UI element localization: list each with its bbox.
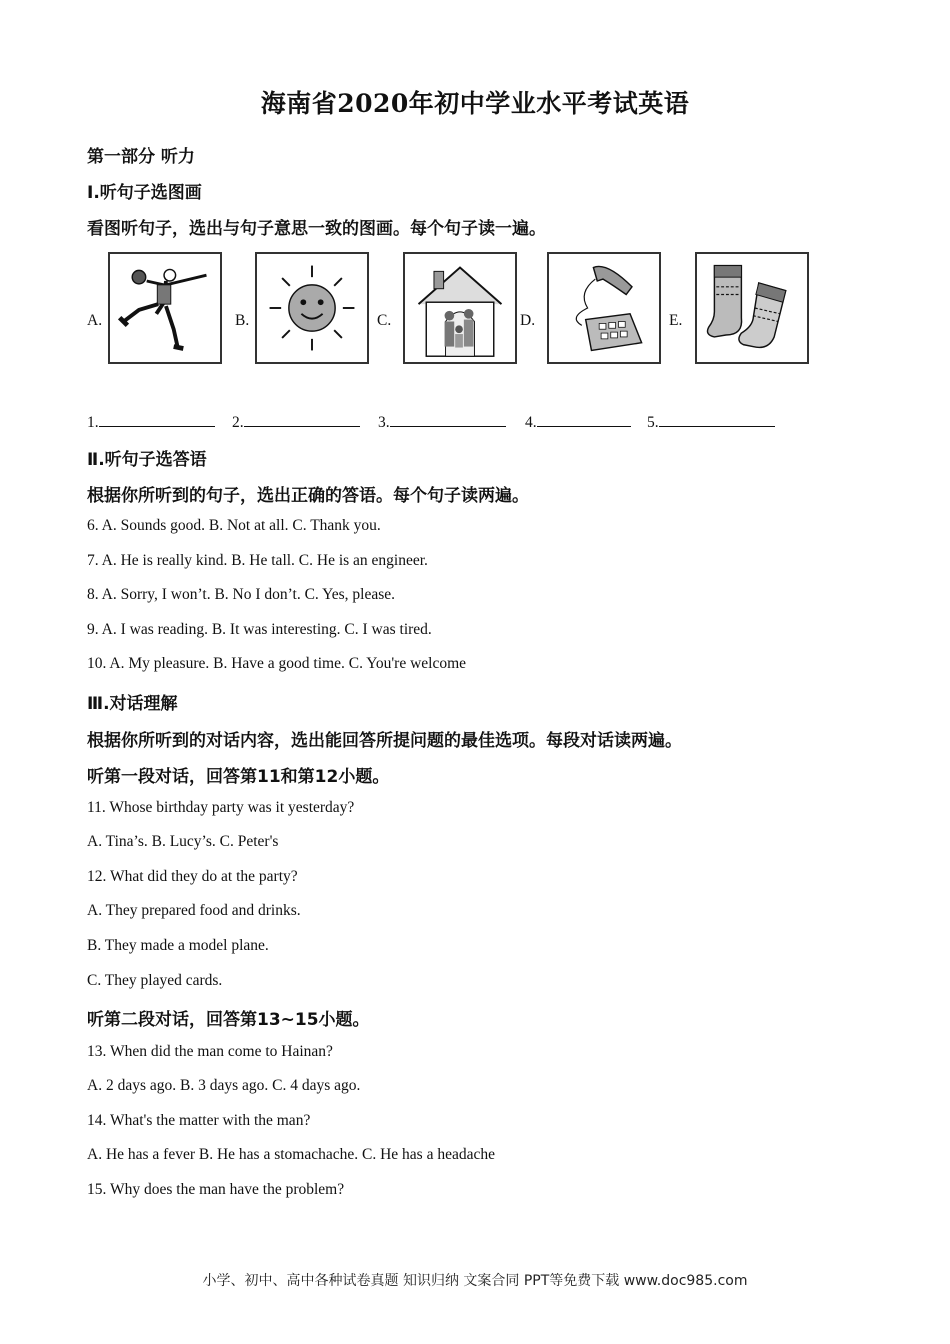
sun-icon [255, 252, 369, 364]
question-line: 10. A. My pleasure. B. Have a good time. C. You're welcome [87, 655, 467, 672]
telephone-icon [547, 252, 661, 364]
picture-letter: B. [235, 312, 250, 329]
socks-icon [695, 252, 809, 364]
family-house-icon [403, 252, 517, 364]
part-heading: 第一部分 听力 [87, 147, 195, 167]
answer-blank-3[interactable]: 3. [378, 410, 506, 432]
question-line: A. 2 days ago. B. 3 days ago. C. 4 days ago. [87, 1077, 361, 1094]
section3-instruction: 根据你所听到的对话内容，选出能回答所提问题的最佳选项。每段对话读两遍。 [87, 731, 682, 751]
picture-letter: A. [87, 312, 103, 329]
question-line: 8. A. Sorry, I won’t. B. No I don’t. C. Yes, please. [87, 586, 395, 603]
picture-options [87, 252, 827, 368]
question-line: A. Tina’s. B. Lucy’s. C. Peter's [87, 833, 279, 850]
dialog2-heading: 听第二段对话，回答第13~15小题。 [87, 1010, 370, 1030]
section1-heading: I.听句子选图画 [87, 183, 202, 203]
page-footer: 小学、初中、高中各种试卷真题 知识归纳 文案合同 PPT等免费下载 www.doc985.com [202, 1273, 748, 1289]
question-line: C. They played cards. [87, 972, 223, 989]
picture-letter: D. [520, 312, 536, 329]
dialog1-heading: 听第一段对话，回答第11和第12小题。 [87, 767, 390, 787]
question-line: 9. A. I was reading. B. It was interesting. C. I was tired. [87, 621, 432, 638]
section2-heading: Ⅱ.听句子选答语 [87, 450, 207, 470]
answer-blank-4[interactable]: 4. [525, 410, 631, 432]
answer-blank-1[interactable]: 1. [87, 410, 215, 432]
question-line: A. They prepared food and drinks. [87, 902, 301, 919]
question-line: B. They made a model plane. [87, 937, 269, 954]
answer-blank-5[interactable]: 5. [647, 410, 775, 432]
answer-blank-2[interactable]: 2. [232, 410, 360, 432]
question-line: 11. Whose birthday party was it yesterday? [87, 799, 355, 816]
picture-letter: C. [377, 312, 392, 329]
basketball-player-icon [108, 252, 222, 364]
question-line: 12. What did they do at the party? [87, 868, 298, 885]
question-line: 7. A. He is really kind. B. He tall. C. He is an engineer. [87, 552, 428, 569]
question-line: 6. A. Sounds good. B. Not at all. C. Thank you. [87, 517, 381, 534]
section2-instruction: 根据你所听到的句子，选出正确的答语。每个句子读两遍。 [87, 486, 529, 506]
section1-instruction: 看图听句子，选出与句子意思一致的图画。每个句子读一遍。 [87, 219, 546, 239]
question-line: 13. When did the man come to Hainan? [87, 1043, 333, 1060]
question-line: A. He has a fever B. He has a stomachache. C. He has a headache [87, 1146, 495, 1163]
question-line: 14. What's the matter with the man? [87, 1112, 311, 1129]
page-title: 海南省2020年初中学业水平考试英语 [260, 89, 690, 118]
section3-heading: Ⅲ.对话理解 [87, 694, 178, 714]
question-line: 15. Why does the man have the problem? [87, 1181, 345, 1198]
picture-letter: E. [669, 312, 683, 329]
